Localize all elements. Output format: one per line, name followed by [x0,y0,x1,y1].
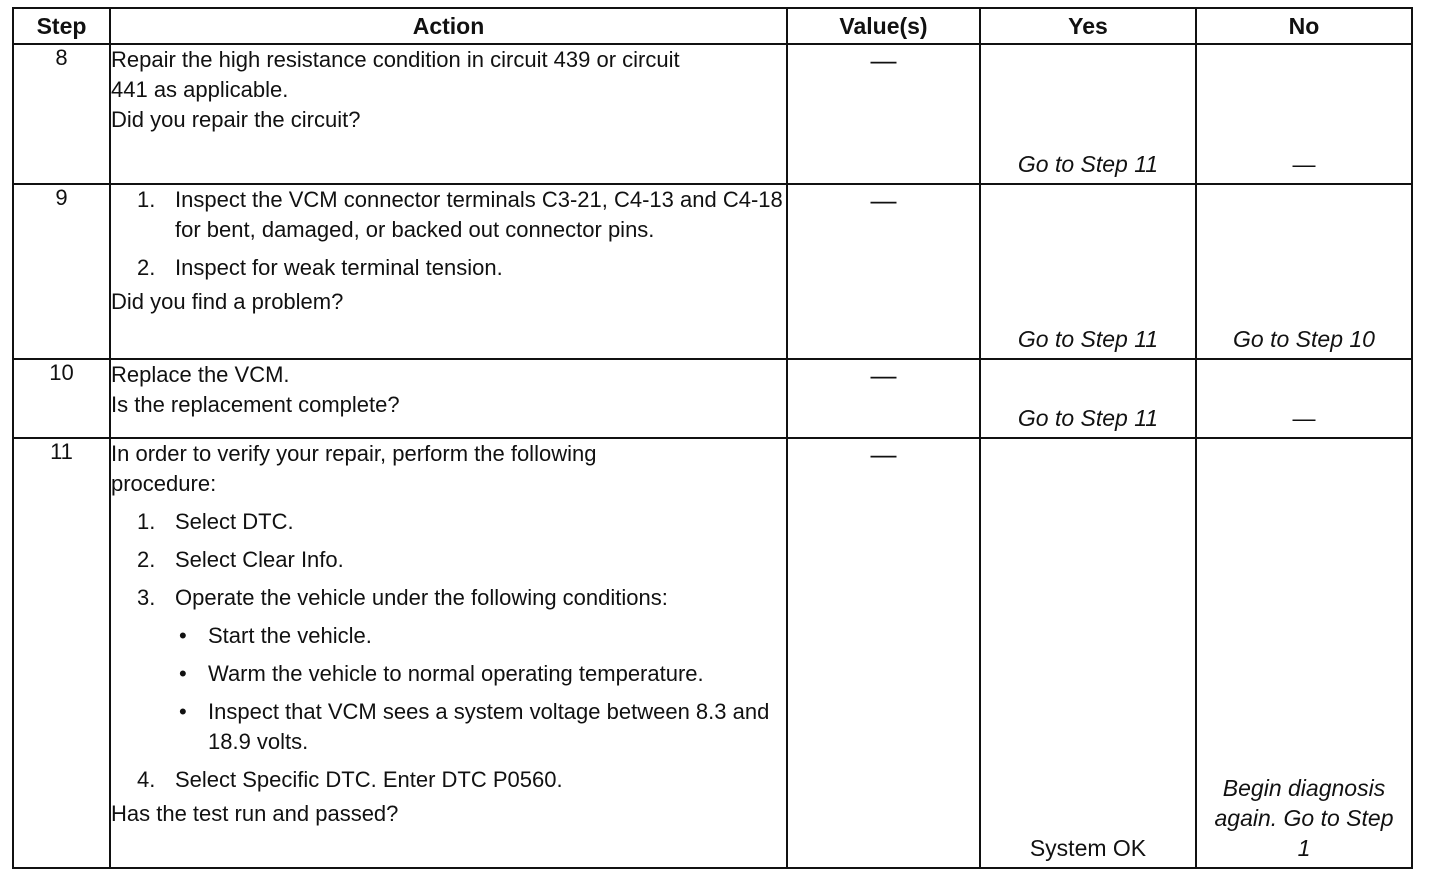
table-row-step-11 [13,438,1412,868]
action-question: Is the replacement complete? [111,392,400,417]
diagnostic-table [12,7,1413,869]
yes-text: Go to Step 11 [1017,326,1159,352]
action-intro: In order to verify your repair, perform the following procedure: [111,441,597,496]
header-no: No [1196,8,1412,44]
header-row [13,8,1412,44]
item-text: Select Specific DTC. Enter DTC P0560. [175,767,563,792]
action-steps [111,507,786,613]
action-text: Repair the high resistance condition in circuit 439 or circuit 441 as applicable. [111,47,680,102]
header-yes: Yes [980,8,1196,44]
no-text: — [1292,151,1316,177]
no-text: Go to Step 10 [1233,326,1375,352]
table-row-step-10 [13,359,1412,438]
action-question: Did you find a problem? [111,289,344,314]
yes-text: System OK [1029,835,1147,861]
item-number: 1. [137,187,156,212]
table-row-step-9 [13,184,1412,359]
item-number: 2. [137,255,156,280]
action-text: Replace the VCM. [111,362,290,387]
value-cell: — [787,359,980,438]
value-cell: — [787,184,980,359]
header-values: Value(s) [787,8,980,44]
item-number: 2. [137,547,156,572]
action-cell [110,359,787,438]
value-cell: — [787,44,980,184]
action-cell [110,438,787,868]
yes-cell [980,359,1196,438]
action-question: Has the test run and passed? [111,801,399,826]
yes-cell [980,438,1196,868]
item-text: Select Clear Info. [175,547,344,572]
header-action: Action [110,8,787,44]
step-number: 10 [13,359,110,438]
item-text: Inspect the VCM connector terminals C3-21, C4-13 and C4-18 for bent, damaged, or backed out connector pins. [175,187,783,242]
bullet-item [111,659,786,689]
condition-bullets [111,621,786,757]
bullet-dot: • [179,623,187,648]
header-step: Step [13,8,110,44]
action-cell [110,184,787,359]
action-steps-final [111,765,786,795]
bullet-item [111,697,786,757]
list-item [111,185,786,245]
action-steps [111,185,786,283]
bullet-text: Warm the vehicle to normal operating temperature. [208,661,704,686]
list-item [111,253,786,283]
item-number: 4. [137,767,156,792]
list-item [111,583,786,613]
item-number: 1. [137,509,156,534]
no-text: — [1292,405,1316,431]
step-number: 11 [13,438,110,868]
bullet-text: Inspect that VCM sees a system voltage between 8.3 and 18.9 volts. [208,699,770,754]
value-cell: — [787,438,980,868]
no-cell [1196,44,1412,184]
table-row-step-8 [13,44,1412,184]
item-text: Inspect for weak terminal tension. [175,255,503,280]
no-cell [1196,438,1412,868]
yes-cell [980,44,1196,184]
no-cell [1196,359,1412,438]
item-text: Select DTC. [175,509,294,534]
yes-text: Go to Step 11 [1017,405,1159,431]
yes-text: Go to Step 11 [1017,151,1159,177]
action-cell [110,44,787,184]
list-item [111,765,786,795]
step-number: 9 [13,184,110,359]
yes-cell [980,184,1196,359]
step-number: 8 [13,44,110,184]
no-text: Begin diagnosis again. Go to Step 1 [1214,775,1394,861]
bullet-dot: • [179,699,187,724]
item-number: 3. [137,585,156,610]
action-question: Did you repair the circuit? [111,107,361,132]
bullet-item [111,621,786,651]
list-item [111,545,786,575]
bullet-dot: • [179,661,187,686]
list-item [111,507,786,537]
item-text: Operate the vehicle under the following conditions: [175,585,668,610]
no-cell [1196,184,1412,359]
bullet-text: Start the vehicle. [208,623,372,648]
